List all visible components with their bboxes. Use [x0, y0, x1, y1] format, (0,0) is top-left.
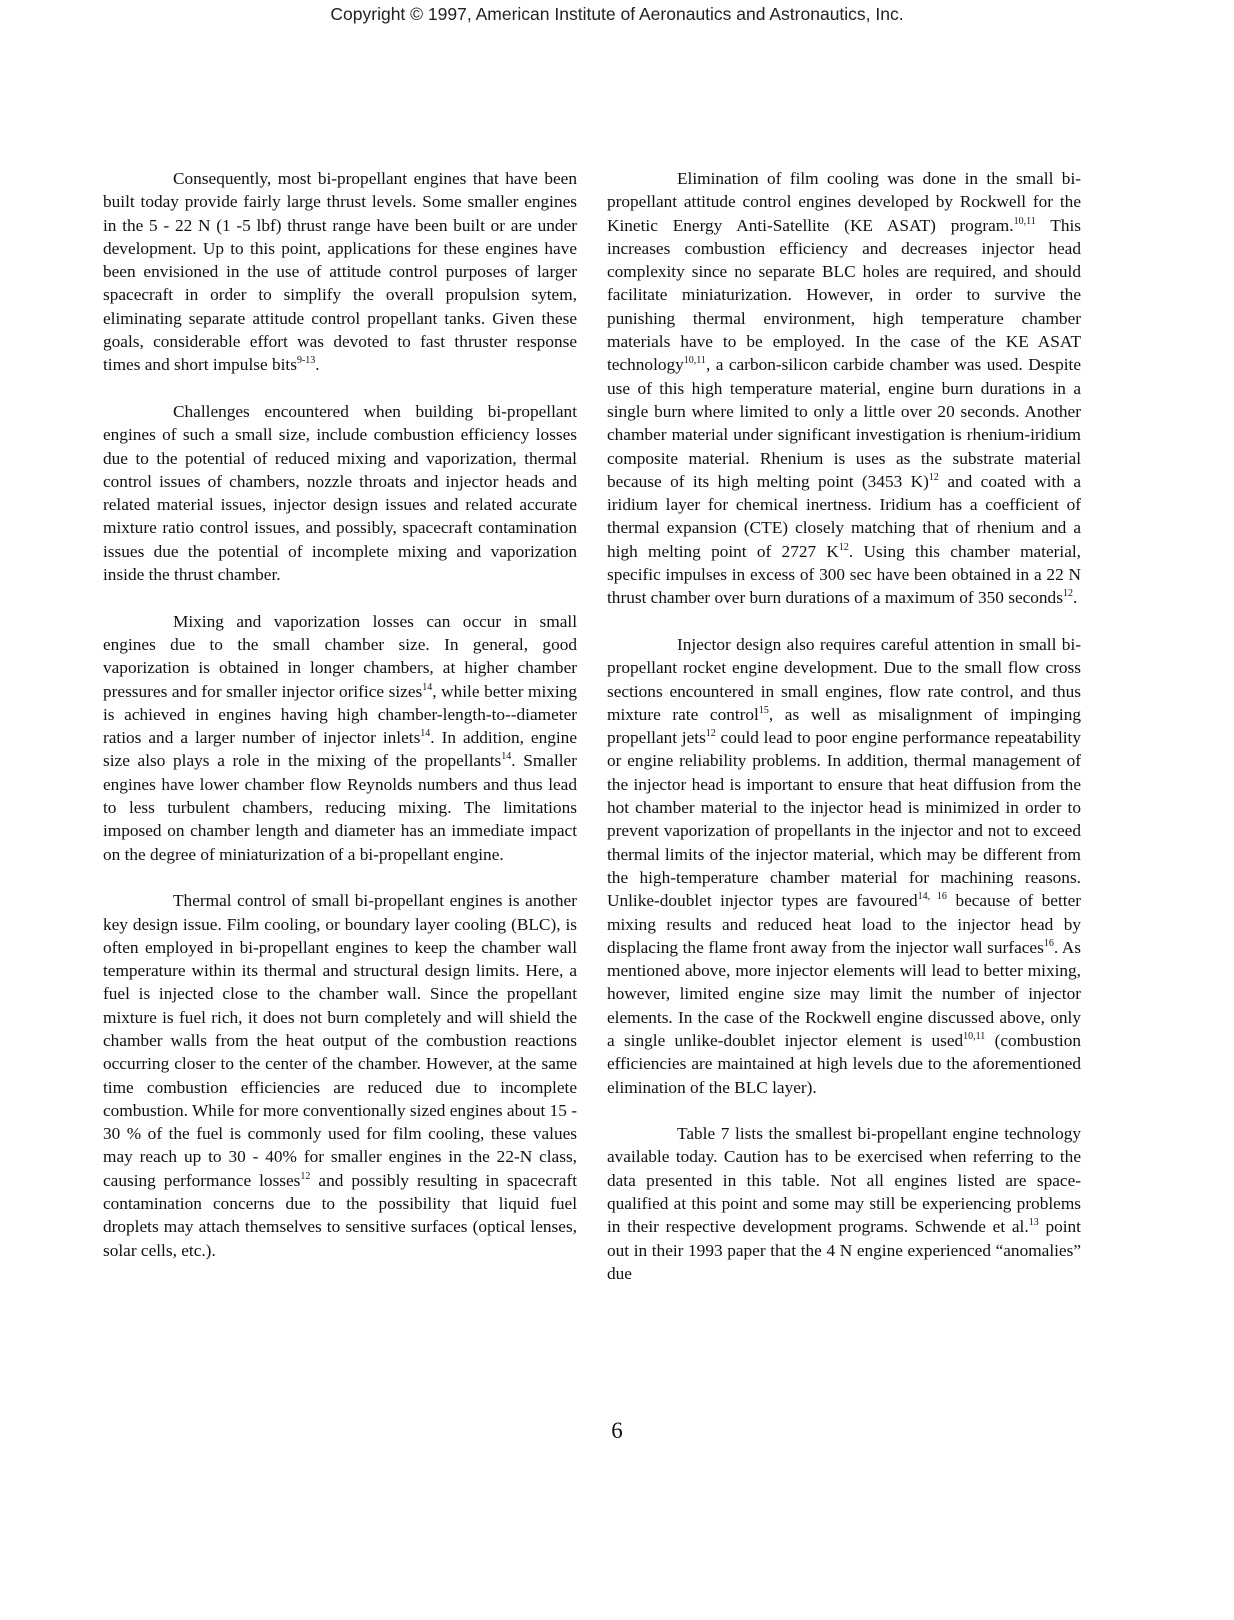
- paragraph-text: could lead to poor engine performance repeatability or engine reliability problems. In addition, thermal management of the injector head is important to ensure that heat diffusion from the hot chamber material to the injector head is minimized in order to prevent vaporization of propellants in the injector and not to exceed thermal limits of the injector material, which may be different from the high-temperature chamber material for machining reasons. Unlike-doublet injector types are favoured: [607, 728, 1081, 911]
- paragraph-text: , while better mixing is achieved in engines having high chamber-length-to--diameter ratios and a larger number of injector inlets: [103, 681, 577, 748]
- paragraph: [607, 633, 1081, 1099]
- paragraph-text: Table 7 lists the smallest bi-propellant engine technology available today. Caution has to be exercised when referring to the data presented in this table. Not all engines listed are space-qualified at this point and some may still be experiencing problems in their respective development programs. Schwende et al.: [607, 1124, 1081, 1237]
- right-column: [607, 167, 1081, 1309]
- paragraph: [103, 167, 577, 377]
- citation-superscript: 10,11: [1013, 215, 1036, 227]
- citation-superscript: 13: [1028, 1217, 1039, 1229]
- paragraph: [103, 610, 577, 866]
- paragraph-text: .: [1072, 588, 1078, 608]
- paragraph-text: (combustion efficiencies are maintained at high levels due to the aforementioned elimination of the BLC layer).: [607, 1030, 1082, 1097]
- paragraph: [607, 1122, 1081, 1285]
- paragraph: [607, 167, 1081, 610]
- paragraph-text: Elimination of film cooling was done in the small bi-propellant attitude control engines developed by Rockwell for the Kinetic Energy Anti-Satellite (KE ASAT) program.: [607, 169, 1081, 235]
- citation-superscript: 12: [705, 728, 716, 740]
- citation-superscript: 9-13: [296, 355, 316, 367]
- paragraph-text: and coated with a iridium layer for chemical inertness. Iridium has a coefficient of thermal expansion (CTE) closely matching that of rhenium and a high melting point of 2727 K: [607, 471, 1081, 561]
- paragraph: [103, 400, 577, 586]
- page-number: 6: [611, 1418, 623, 1443]
- citation-superscript: 14: [422, 681, 433, 693]
- paragraph-text: . In addition, engine size also plays a role in the mixing of the propellants: [103, 728, 577, 771]
- paragraph-text: Injector design also requires careful attention in small bi-propellant rocket engine development. Due to the small flow cross sections encountered in small engines, flow rate control, and thus mixture rate control: [607, 634, 1081, 724]
- paragraph-text: Thermal control of small bi-propellant engines is another key design issue. Film cooling, or boundary layer cooling (BLC), is often employed in bi-propellant engines to keep the chamber wall temperature within its thermal and structural design limits. Here, a fuel is injected close to the chamber wall. Since the propellant mixture is fuel rich, it does not burn completely and will shield the chamber walls from the heat output of the combustion reactions occurring closer to the center of the chamber. However, at the same time combustion efficiencies are reduced due to incomplete combustion. While for more conventionally sized engines about 15 - 30 % of the fuel is commonly used for film cooling, these values may reach up to 30 - 40% for smaller engines in the 22-N class, causing performance losses: [103, 891, 577, 1190]
- paragraph-text: , a carbon-silicon carbide chamber was used. Despite use of this high temperature material, engine burn durations in a single burn where limited to only a little over 20 seconds. Another chamber material under significant investigation is rhenium-iridium composite material. Rhenium is uses as the substrate material because of its high melting point (3453 K): [607, 355, 1081, 491]
- citation-superscript: 10,11: [963, 1030, 986, 1042]
- citation-superscript: 14, 16: [917, 891, 947, 903]
- paragraph-text: . Using this chamber material, specific impulses in excess of 300 sec have been obtained in a 22 N thrust chamber over burn durations of a maximum of 350 seconds: [607, 541, 1082, 608]
- paragraph: [103, 889, 577, 1262]
- paragraph-text: point out in their 1993 paper that the 4 N engine experienced “anomalies” due: [607, 1217, 1081, 1283]
- paragraph-text: . Smaller engines have lower chamber flow Reynolds numbers and thus lead to less turbulent chambers, reducing mixing. The limitations imposed on chamber length and diameter has an immediate impact on the degree of miniaturization of a bi-propellant engine.: [103, 751, 577, 864]
- citation-superscript: 12: [928, 471, 939, 483]
- paragraph-text: , as well as misalignment of impinging propellant jets: [607, 704, 1081, 748]
- citation-superscript: 12: [1062, 588, 1073, 600]
- copyright-header: Copyright © 1997, American Institute of Aeronautics and Astronautics, Inc.: [330, 4, 904, 24]
- citation-superscript: 14: [420, 728, 431, 740]
- paragraph-text: Mixing and vaporization losses can occur in small engines due to the small chamber size. In general, good vaporization is obtained in longer chambers, at higher chamber pressures and for smaller injector orifice sizes: [103, 611, 577, 701]
- citation-superscript: 15: [758, 704, 769, 716]
- paragraph-text: because of better mixing results and reduced heat load to the injector head by displacing the flame front away from the injector wall surfaces: [607, 891, 1081, 957]
- paragraph-text: .: [315, 355, 320, 375]
- paragraph-text: Challenges encountered when building bi-propellant engines of such a small size, include combustion efficiency losses due to the potential of reduced mixing and vaporization, thermal control issues of chambers, nozzle throats and injector heads and related material issues, injector design issues and related accurate mixture ratio control issues, and possibly, spacecraft contamination issues due the potential of incomplete mixing and vaporization inside the thrust chamber.: [103, 401, 577, 585]
- citation-superscript: 14: [501, 751, 512, 763]
- paragraph-text: Consequently, most bi-propellant engines that have been built today provide fairly large thrust levels. Some smaller engines in the 5 - 22 N (1 -5 lbf) thrust range have been built or are under development. Up to this point, applications for these engines have been envisioned in the use of attitude control purposes of larger spacecraft in order to simplify the overall propulsion sytem, eliminating separate attitude control propellant tanks. Given these goals, considerable effort was devoted to fast thruster response times and short impulse bits: [103, 169, 577, 375]
- citation-superscript: 16: [1043, 937, 1054, 949]
- left-column: [103, 167, 577, 1285]
- paragraph-text: and possibly resulting in spacecraft contamination concerns due to the possibility that liquid fuel droplets may attach themselves to sensitive surfaces (optical lenses, solar cells, etc.).: [103, 1170, 577, 1260]
- citation-superscript: 10,11: [683, 355, 706, 367]
- paragraph-text: . As mentioned above, more injector elements will lead to better mixing, however, limited engine size may limit the number of injector elements. In the case of the Rockwell engine discussed above, only a single unlike-doublet injector element is used: [607, 937, 1081, 1050]
- paragraph-text: This increases combustion efficiency and decreases injector head complexity since no separate BLC holes are required, and should facilitate miniaturization. However, in order to survive the punishing thermal environment, high temperature chamber materials have to be employed. In the case of the KE ASAT technology: [607, 215, 1081, 375]
- citation-superscript: 12: [838, 541, 849, 553]
- citation-superscript: 12: [300, 1170, 311, 1182]
